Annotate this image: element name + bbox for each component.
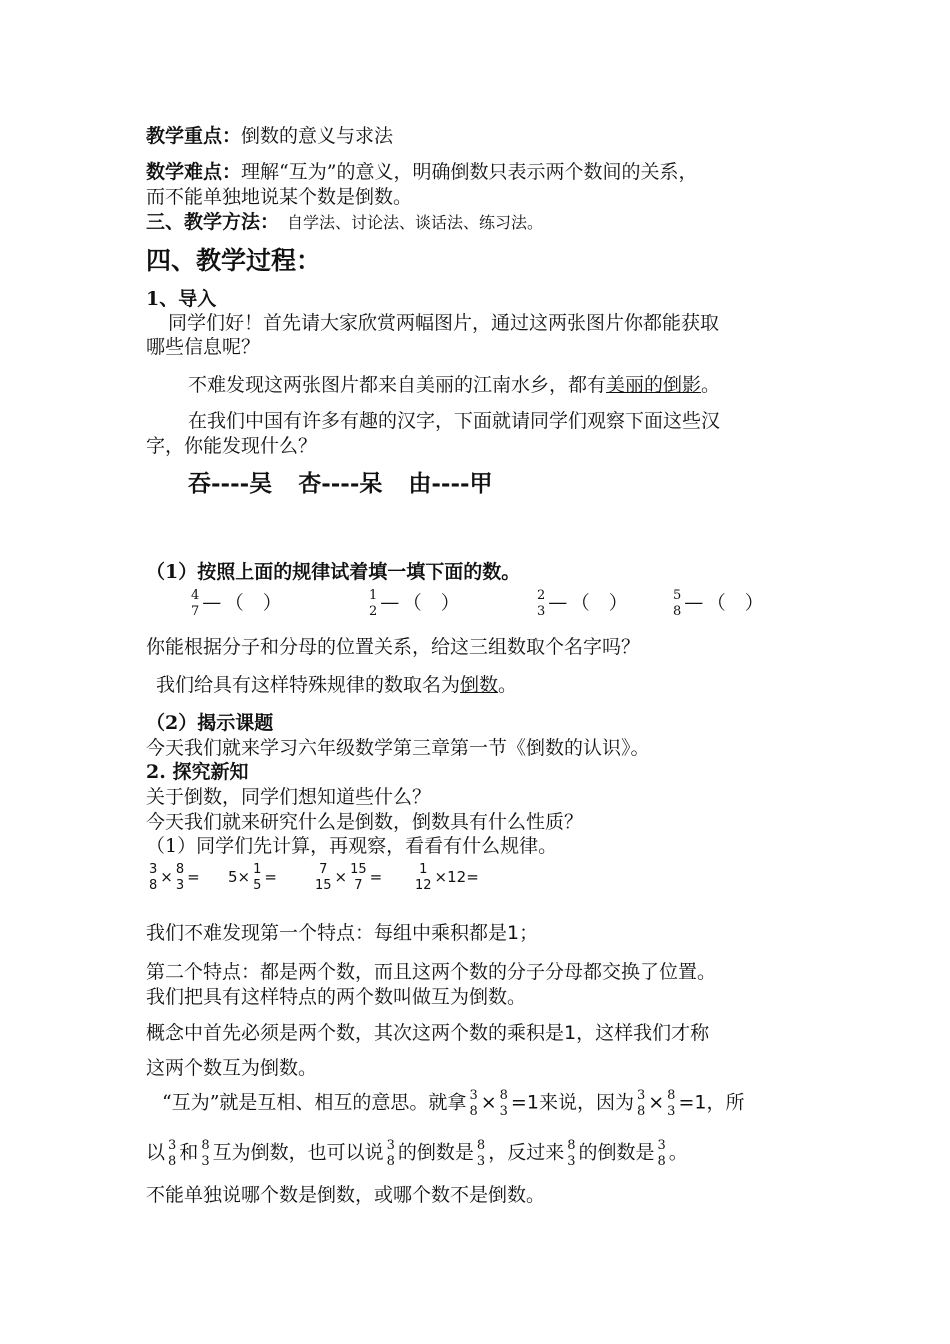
intro-p3a: 在我们中国有许多有趣的汉字，下面就请同学们观察下面这些汉 <box>188 410 721 432</box>
intro-p2b: 。 <box>701 374 721 396</box>
blank-paren: （ ） <box>570 591 628 614</box>
fraction: 1 12 <box>415 862 432 893</box>
fraction: 2 3 <box>537 588 546 619</box>
fraction: 3 8 <box>636 1088 646 1119</box>
feature-1-end: ； <box>519 922 539 944</box>
char-pairs <box>188 472 493 496</box>
explore-l2: 今天我们就来研究什么是倒数，倒数具有什么性质？ <box>146 811 584 833</box>
fraction: 1 2 <box>369 588 378 619</box>
blank-paren: （ ） <box>402 591 460 614</box>
fraction: 3 8 <box>149 862 158 893</box>
intro-p1a: 同学们好！首先请大家欣赏两幅图片，通过这两张图片你都能获取 <box>168 312 720 334</box>
teaching-methods <box>146 210 543 235</box>
focus-label: 教学重点： <box>146 125 242 147</box>
fraction: 3 8 <box>469 1088 478 1119</box>
char-pair-2: 杏----呆 <box>298 470 383 497</box>
intro-heading: 1、导入 <box>146 288 217 310</box>
intro-p2 <box>188 373 720 397</box>
fraction: 8 3 <box>667 1088 676 1119</box>
feature-2b: 我们把具有这样特点的两个数叫做互为倒数。 <box>146 986 527 1008</box>
calc-3: 7 15 × 15 7 = <box>315 862 383 893</box>
char-pair-1: 吞----吴 <box>188 470 273 497</box>
fraction: 8 3 <box>567 1138 576 1169</box>
concept-text-end: ，这样我们才称 <box>576 1022 710 1044</box>
concept-1 <box>146 1021 709 1045</box>
explore-l1: 关于倒数，同学们想知道些什么？ <box>146 786 432 808</box>
calc-1: 3 8 × 8 3 = <box>149 862 200 893</box>
fraction: 8 3 <box>499 1088 508 1119</box>
concept-text: 概念中首先必须是两个数，其次这两个数的乘积是 <box>146 1022 565 1044</box>
feature-2a: 第二个特点：都是两个数，而且这两个数的分子分母都交换了位置。 <box>146 961 717 983</box>
intro-p2a: 不难发现这两张图片都来自美丽的江南水乡，都有 <box>188 374 607 396</box>
blank-paren: （ ） <box>706 591 764 614</box>
final-note: 不能单独说哪个数是倒数，或哪个数不是倒数。 <box>146 1184 546 1206</box>
teaching-focus <box>146 124 393 148</box>
intro-p1b: 哪些信息呢？ <box>146 336 261 358</box>
fill-item-2: 1 2 — （ ） <box>366 588 463 619</box>
feature-1-text: 我们不难发现第一个特点：每组中乘积都是 <box>146 922 508 944</box>
concept-number: 1 <box>564 1022 577 1044</box>
fraction: 5 8 <box>673 588 682 619</box>
fraction: 3 8 <box>168 1138 177 1169</box>
difficulty-text-1: 理解“互为”的意义，明确倒数只表示两个数间的关系， <box>241 161 698 183</box>
intro-p2-underlined: 美丽的倒影 <box>606 374 702 396</box>
teaching-difficulty <box>146 160 697 184</box>
meaning-line-2: 以 3 8 和 8 3 互为倒数，也可以说 3 8 的倒数是 8 3 ，反过来 8 3 的倒数是 3 8 。 <box>146 1138 688 1169</box>
difficulty-label: 数学难点： <box>146 161 242 183</box>
naming-underlined: 倒数 <box>460 674 499 696</box>
meaning-text: “互为”就是互相、相互的意思。就拿 <box>162 1091 467 1114</box>
naming-text: 我们给具有这样特殊规律的数取名为 <box>156 674 461 696</box>
fraction: 3 8 <box>386 1138 395 1169</box>
feature-1 <box>146 921 538 945</box>
explore-l3: （1）同学们先计算，再观察，看看有什么规律。 <box>146 835 558 857</box>
fraction: 15 7 <box>350 862 367 893</box>
step2-heading: （2）揭示课题 <box>146 712 274 734</box>
focus-text: 倒数的意义与求法 <box>241 125 394 147</box>
char-pair-3: 由----甲 <box>408 470 493 497</box>
difficulty-text-2: 而不能单独地说某个数是倒数。 <box>146 186 413 208</box>
naming-end: 。 <box>498 674 518 696</box>
fraction: 7 15 <box>315 862 332 893</box>
fraction: 1 5 <box>253 862 262 893</box>
meaning-line-1: “互为”就是互相、相互的意思。就拿 3 8 × 8 3 =1来说，因为 3 8 × 8 3 =1，所 <box>162 1088 745 1119</box>
fill-item-4: 5 8 — （ ） <box>670 588 767 619</box>
step1-heading: （1）按照上面的规律试着填一填下面的数。 <box>146 561 521 583</box>
fraction: 8 3 <box>476 1138 486 1169</box>
fraction: 3 8 <box>657 1138 666 1169</box>
fraction: 8 3 <box>201 1138 210 1169</box>
intro-p3b: 字，你能发现什么？ <box>146 435 318 457</box>
step1-question: 你能根据分子和分母的位置关系，给这三组数取个名字吗？ <box>146 636 641 658</box>
step2-text: 今天我们就来学习六年级数学第三章第一节《倒数的认识》。 <box>146 737 650 759</box>
explore-heading: 2. 探究新知 <box>146 761 249 783</box>
calc-2: 5× 1 5 = <box>228 862 277 893</box>
concept-2: 这两个数互为倒数。 <box>146 1057 318 1079</box>
feature-1-number: 1 <box>507 922 520 944</box>
blank-paren: （ ） <box>224 591 282 614</box>
fill-item-1: 4 7 — （ ） <box>188 588 285 619</box>
calc-4: 1 12 ×12= <box>415 862 479 893</box>
process-heading: 四、教学过程： <box>146 246 322 275</box>
methods-text: 自学法、讨论法、谈话法、练习法。 <box>287 213 544 232</box>
fraction: 4 7 <box>191 588 200 619</box>
fill-item-3: 2 3 — （ ） <box>534 588 631 619</box>
fraction: 8 3 <box>175 862 185 893</box>
methods-label: 三、教学方法： <box>146 211 280 233</box>
step1-naming <box>156 673 517 697</box>
